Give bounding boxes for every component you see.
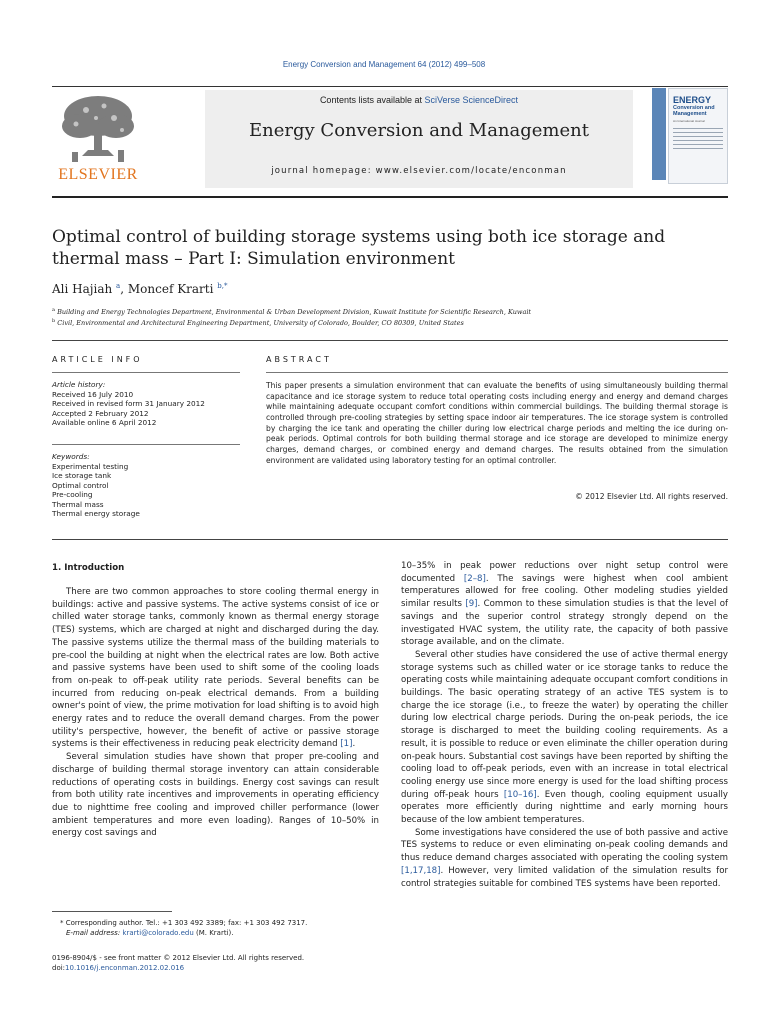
elsevier-logo	[52, 90, 144, 186]
cover-title-2: Conversion and	[673, 105, 715, 111]
affiliation-text: Building and Energy Technologies Department, Environmental & Urban Development Division, Kuwait Institute for Scientific Research, Kuwait	[57, 308, 532, 317]
paragraph	[401, 649, 728, 827]
keyword-item: Ice storage tank	[52, 471, 112, 480]
header-top-rule	[52, 86, 728, 87]
article-title: Optimal control of building storage systems using both ice storage and thermal mass – Part I: Simulation environment	[52, 227, 666, 269]
author-list	[52, 282, 228, 296]
keyword-item: Pre-cooling	[52, 490, 93, 499]
sciencedirect-link[interactable]: SciVerse ScienceDirect	[424, 95, 519, 105]
contents-prefix: Contents lists available at	[319, 95, 425, 105]
email-label: E-mail address:	[66, 929, 123, 937]
email-suffix: (M. Krarti).	[193, 929, 234, 937]
affiliation-marker: a	[52, 307, 55, 313]
cover-subtitle: An International Journal	[673, 119, 705, 123]
paragraph	[52, 586, 379, 751]
author-separator: ,	[120, 282, 128, 296]
paragraph-text: Several other studies have considered the use of active thermal energy storage systems such as chilled water or ice storage tanks to reduce the operating costs while maintaining adequate occupant comfort conditions in buildings. The basic operating strategy of an active TES system is to charge the ice storage (i.e., to freeze the water) by operating the chiller during low electrical charge periods. During the on-peak periods, the ice storage is discharged to meet the building cooling requirements. As a result, it is possible to reduce or even eliminate the chiller operation during on-peak hours. Substantial cost savings have been reported by shifting the cooling load to off-peak periods, even with an increase in total electrical cooling energy use since more energy is used for the load shifting process during off-peak hours	[401, 649, 728, 800]
paragraph-text: . The savings were highest when cool ambient temperatures allowed for free cooling. Other modeling studies yielded similar results	[401, 573, 728, 610]
journal-citation[interactable]: Energy Conversion and Management 64 (2012) 499–508	[282, 60, 486, 69]
reference-link[interactable]: [10–16]	[503, 789, 537, 800]
abstract-text: This paper presents a simulation environment that can evaluate the benefits of using simultaneously building thermal capacitance and ice storage system to reduce total operating costs including energy and energy and demand charges while maintaining adequate occupant comfort conditions within commercial buildings. The building thermal storage is controlled through pre-cooling strategies by setting space indoor air temperatures. The ice storage system is controlled by charging the ice tank and operating the chiller during low electrical charge periods and melting the ice during on-peak periods. Optimal controls for both building thermal storage and ice storage are developed to minimize energy charges, demand charges, or combined energy and demand charges. The results obtained from the simulation environment are validated using laboratory testing for an optimal controller.	[266, 381, 728, 465]
paragraph-text: There are two common approaches to store cooling thermal energy in buildings: active and passive systems. The active systems consist of ice or chilled water storage tanks, commonly known as thermal energy storage (TES) systems, which are charged at night and discharged during the day. The passive systems utilize the thermal mass of the building materials to pre-cool the building at night when the electrical rates are low. Both active and passive systems have been used to shift some of the cooling loads from on-peak to off-peak utility rate periods. Several benefits can be incurred from reducing on-peak electrical demands. From a building owner's point of view, the prime motivation for load shifting is to avoid high energy rates and to reduce the overall demand charges. From the power utility's perspective, however, the benefit of active or passive storage systems is their effectiveness in reducing peak electricity demand	[52, 587, 379, 750]
keyword-item: Optimal control	[52, 480, 109, 490]
history-item: Available online 6 April 2012	[52, 418, 157, 427]
paragraph-text: . However, very limited validation of the simulation results for control strategies suitable for combined TES systems have been reported.	[401, 865, 728, 889]
author-name: Moncef Krarti	[127, 282, 214, 296]
abstract-heading: ABSTRACT	[266, 355, 332, 364]
left-column	[52, 586, 379, 840]
history-item: Received 16 July 2010	[52, 389, 134, 399]
history-label: Article history:	[52, 380, 106, 389]
paragraph-text: . Common to these simulation studies is that the level of savings and the superior control strategy strongly depend on the investigated HVAC system, the utility rate, the capacity of both passive storage available, and on the climate.	[401, 599, 728, 648]
paragraph-text: .	[352, 739, 356, 750]
issn-block	[52, 953, 382, 973]
paragraph	[401, 560, 728, 649]
cover-title-1: ENERGY	[673, 95, 712, 105]
keywords-rule	[52, 444, 240, 445]
paragraph	[401, 827, 728, 891]
journal-title: Energy Conversion and Management	[249, 120, 589, 141]
affiliation-a	[52, 307, 531, 316]
affiliation-marker: b	[52, 318, 56, 324]
doi-line	[52, 963, 382, 973]
contents-line	[205, 95, 633, 105]
journal-homepage[interactable]: journal homepage: www.elsevier.com/locate/enconman	[271, 166, 567, 176]
keyword-item: Experimental testing	[52, 461, 129, 471]
keywords-label: Keywords:	[52, 452, 90, 461]
reference-link[interactable]: [1]	[340, 739, 353, 750]
email-line	[52, 928, 382, 938]
cover-spine	[652, 88, 666, 180]
keywords-block	[52, 452, 240, 519]
abstract-bottom-rule	[52, 539, 728, 540]
author-affiliation-link[interactable]: b,*	[217, 282, 228, 290]
article-info-heading: ARTICLE INFO	[52, 355, 143, 364]
author-affiliation-link[interactable]: a	[116, 282, 121, 290]
right-column	[401, 560, 728, 890]
doi-link[interactable]: 10.1016/j.enconman.2012.02.016	[65, 964, 185, 972]
section-heading: 1. Introduction	[52, 563, 125, 573]
paragraph: Several simulation studies have shown that proper pre-cooling and discharge of building thermal storage inventory can attain considerable reductions of operating costs in buildings. Energy cost savings can result from both utility rate incentives and improvements in operating efficiency due to nighttime free cooling and improved chiller performance (lower ambient temperatures and more even loading). Ranges of 10–50% in energy cost savings and	[52, 752, 379, 839]
history-item: Accepted 2 February 2012	[52, 408, 149, 418]
article-history	[52, 380, 240, 428]
journal-cover-thumbnail	[650, 86, 728, 186]
email-link[interactable]: krarti@colorado.edu	[122, 929, 194, 937]
corresponding-author-footnote	[52, 918, 382, 938]
author-name: Ali Hajiah	[52, 282, 113, 296]
paragraph-text: . Even though, cooling equipment usually operates more efficiently during nighttime and early morning hours because of the low ambient temperatures.	[401, 789, 728, 826]
keyword-item: Thermal mass	[52, 499, 104, 509]
paragraph-text: 10–35% in peak power reductions over night setup control were documented	[401, 561, 728, 584]
footnote-rule	[52, 911, 172, 912]
doi-prefix: doi:	[52, 964, 66, 972]
history-item: Received in revised form 31 January 2012	[52, 399, 205, 408]
article-info-rule	[52, 372, 240, 373]
paragraph-text: Some investigations have considered the use of both passive and active TES systems to reduce or even eliminating on-peak cooling demands and thus reduce demand charges associated with operating the cooling system	[401, 827, 728, 864]
affiliation-rule	[52, 340, 728, 341]
issn-line: 0196-8904/$ - see front matter © 2012 Elsevier Ltd. All rights reserved.	[52, 954, 305, 962]
elsevier-wordmark: ELSEVIER	[52, 166, 144, 184]
reference-link[interactable]: [1,17,18]	[401, 865, 441, 876]
abstract-copyright: © 2012 Elsevier Ltd. All rights reserved.	[575, 492, 728, 501]
affiliation-text: Civil, Environmental and Architectural Engineering Department, University of Colorado, Boulder, CO 80309, United States	[57, 319, 464, 328]
keyword-item: Thermal energy storage	[52, 509, 140, 518]
header-bottom-rule	[52, 196, 728, 198]
cover-contents-lines	[673, 128, 723, 149]
abstract-rule	[266, 372, 728, 373]
reference-link[interactable]: [2–8]	[463, 573, 486, 584]
affiliation-b	[52, 318, 464, 327]
cover-title-3: Management	[673, 111, 707, 117]
reference-link[interactable]: [9]	[465, 599, 478, 610]
corresponding-line: * Corresponding author. Tel.: +1 303 492 3389; fax: +1 303 492 7317.	[60, 919, 308, 927]
